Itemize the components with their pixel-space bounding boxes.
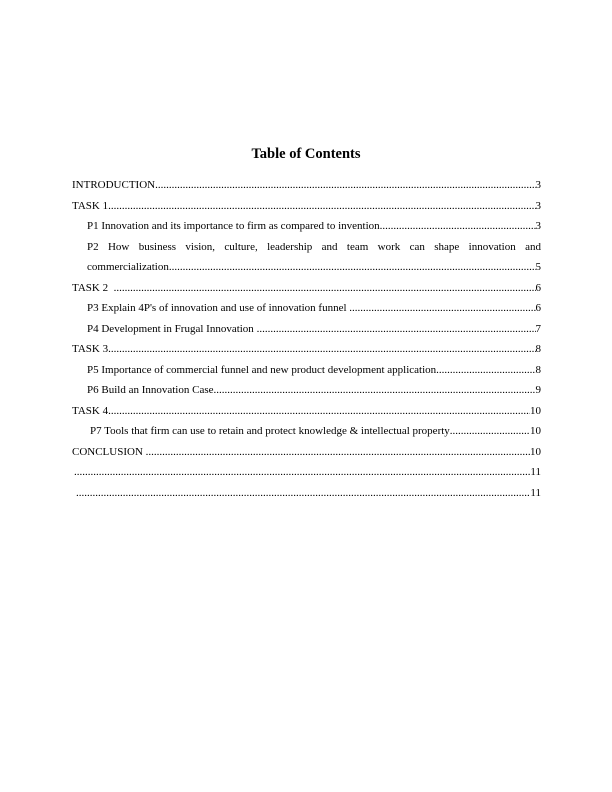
toc-page-number: 9 [535, 384, 541, 396]
toc-page-number: 10 [530, 445, 541, 458]
toc-page-number: 7 [535, 322, 541, 335]
toc-page-number: 11 [530, 486, 541, 499]
toc-entry-introduction[interactable] [72, 175, 541, 196]
toc-entry-p5[interactable] [72, 360, 541, 381]
toc-entry-label: P1 Innovation and its importance to firm as compared to invention [87, 220, 380, 232]
toc-entry-task-1[interactable] [72, 196, 541, 217]
toc-entry-label: TASK 3 [72, 343, 109, 355]
toc-page-number: 10 [530, 425, 541, 437]
toc-entry-task-4[interactable] [72, 401, 541, 422]
toc-page-number: 8 [535, 343, 541, 355]
toc-entry-label: P4 Development in Frugal Innovation [87, 322, 257, 335]
dot-leader [436, 360, 535, 381]
toc-entry-p6[interactable] [72, 380, 541, 401]
toc-entry-label: TASK 2 [72, 281, 114, 294]
toc-page-number: 11 [530, 466, 541, 478]
dot-leader [349, 298, 535, 319]
toc-entry-label: commercialization [87, 261, 169, 273]
toc-entry-p2[interactable] [72, 257, 541, 278]
toc-page-number: 5 [535, 261, 541, 273]
toc-entry-label: CONCLUSION [72, 445, 146, 458]
toc-entry-untitled-2[interactable] [72, 483, 541, 504]
toc-entry-label: P5 Importance of commercial funnel and new product development application [87, 363, 437, 376]
dot-leader [76, 483, 530, 504]
dot-leader [108, 339, 535, 360]
dot-leader [155, 175, 535, 196]
toc-entry-label: TASK 1 [72, 199, 109, 212]
table-of-contents [72, 175, 541, 503]
dot-leader [146, 442, 530, 463]
toc-entry-label: TASK 4 [72, 404, 109, 417]
toc-entry-task-2[interactable] [72, 278, 541, 299]
dot-leader [257, 319, 536, 340]
toc-entry-conclusion[interactable] [72, 442, 541, 463]
dot-leader [74, 462, 530, 483]
toc-page-number: 3 [535, 179, 541, 191]
toc-entry-label: INTRODUCTION [72, 179, 156, 191]
toc-entry-p2-line1[interactable] [72, 237, 541, 258]
dot-leader [214, 380, 536, 401]
dot-leader [114, 278, 536, 299]
toc-entry-label: P7 Tools that firm can use to retain and protect knowledge & intellectual property [90, 425, 450, 437]
toc-entry-p4[interactable] [72, 319, 541, 340]
toc-entry-label-line1: P2 How business vision, culture, leadership and team work can shape innovation and [87, 240, 541, 253]
dot-leader [108, 401, 530, 422]
dot-leader [380, 216, 536, 237]
toc-page-number: 6 [535, 281, 541, 294]
dot-leader [108, 196, 535, 217]
dot-leader [169, 257, 536, 278]
dot-leader [450, 421, 530, 442]
toc-page-number: 10 [530, 404, 541, 417]
toc-page-number: 6 [535, 302, 541, 314]
toc-entry-task-3[interactable] [72, 339, 541, 360]
toc-entry-label: P6 Build an Innovation Case [87, 384, 214, 396]
toc-entry-p3[interactable] [72, 298, 541, 319]
toc-page-number: 3 [535, 199, 541, 212]
toc-entry-untitled-1[interactable] [72, 462, 541, 483]
toc-page-number: 8 [535, 363, 541, 376]
toc-title: Table of Contents [251, 146, 361, 162]
toc-page-number: 3 [535, 220, 541, 232]
toc-entry-p1[interactable] [72, 216, 541, 237]
toc-entry-p7[interactable] [72, 421, 541, 442]
toc-entry-label: P3 Explain 4P's of innovation and use of innovation funnel [87, 302, 350, 314]
